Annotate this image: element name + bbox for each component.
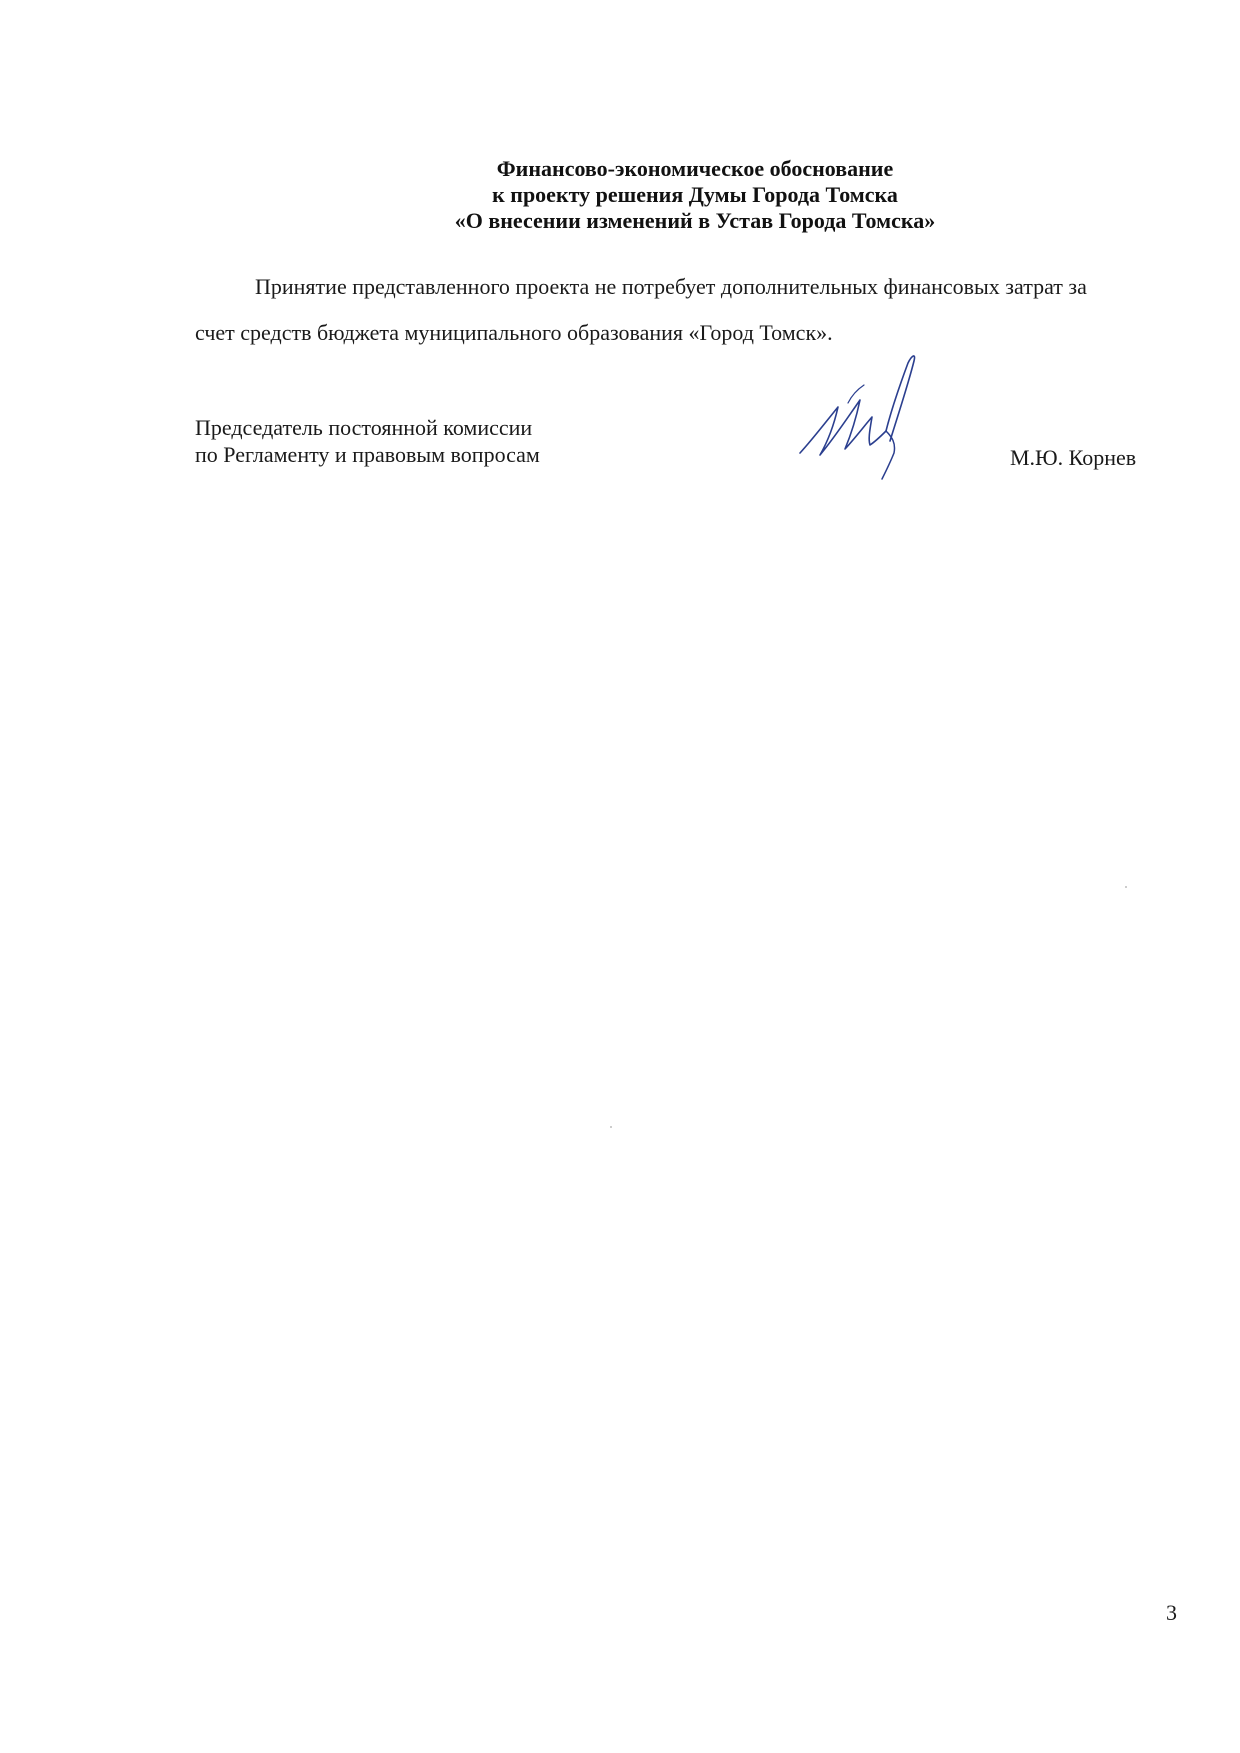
scan-speck <box>1125 886 1127 888</box>
signer-position-line-2: по Регламенту и правовым вопросам <box>195 442 540 467</box>
body-paragraph-line-1: Принятие представленного проекта не потребует дополнительных финансовых затрат за <box>255 274 1087 299</box>
page-number: 3 <box>1166 1600 1177 1625</box>
title-line-3: «О внесении изменений в Устав Города Томска» <box>454 208 936 233</box>
title-line-2: к проекту решения Думы Города Томска <box>492 182 898 207</box>
scan-speck <box>610 1126 612 1128</box>
title-line-1: Финансово-экономическое обоснование <box>496 156 894 181</box>
signer-position <box>195 414 540 468</box>
body-paragraph-line-2: счет средств бюджета муниципального образования «Город Томск». <box>195 320 833 345</box>
signer-position-line-1: Председатель постоянной комиссии <box>195 415 533 440</box>
handwritten-signature <box>790 345 940 485</box>
signer-name: М.Ю. Корнев <box>1010 445 1137 470</box>
document-title <box>200 156 1190 234</box>
